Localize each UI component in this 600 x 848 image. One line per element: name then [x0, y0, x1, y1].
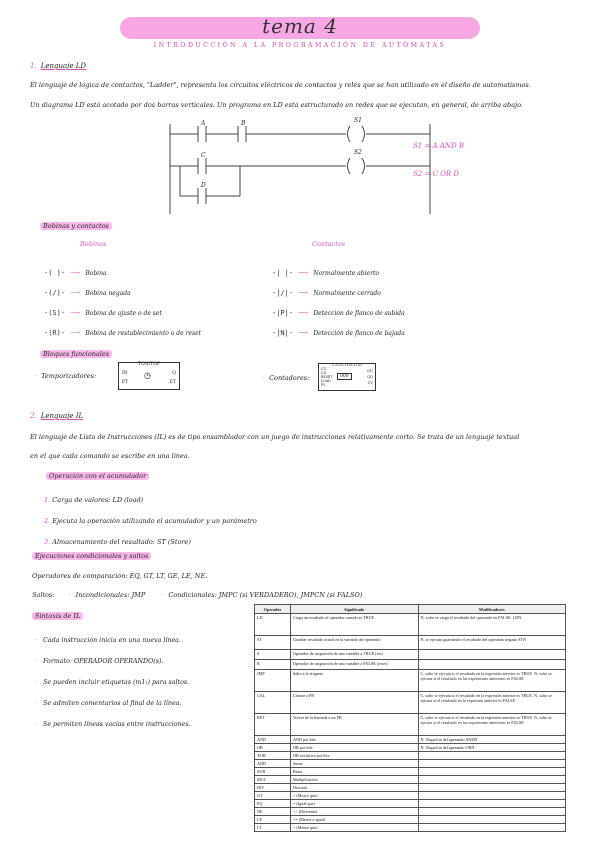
table-cell: C, salto se ejecuta si el resultado en la expresión anterior es TRUE. N, salto se ejecuta si el resultado en la expresión anterior es FALSE [418, 692, 566, 714]
arrow-right-icon: ⟶ [70, 269, 81, 277]
table-row [255, 776, 566, 784]
list-item: -| |- ⟶ Normalmente abierto [272, 269, 379, 277]
ton-tof-block: TON/TOF IN PT Q ET ◷ [118, 362, 180, 390]
il-operators-table-wrapper [254, 604, 566, 832]
contact-b-label: B [241, 120, 246, 127]
table-cell [418, 776, 566, 784]
table-cell: Resta [290, 768, 418, 776]
table-row [255, 614, 566, 636]
table-row [255, 760, 566, 768]
table-cell: Volver de la llamada a un FB [290, 714, 418, 736]
list-item: -|P|- ⟶ Detección de flanco de subida [272, 309, 405, 317]
table-row [255, 816, 566, 824]
table-cell: Suma [290, 760, 418, 768]
table-cell: N, se ejecuta guardando el resultado del operando negado STN [418, 636, 566, 650]
table-cell: AND por bits [290, 736, 418, 744]
column-header: Modificadores [418, 605, 566, 614]
table-cell: SUB [255, 768, 291, 776]
temporizadores-label: · Temporizadores: [34, 372, 97, 380]
page-subtitle: INTRODUCCIÓN A LA PROGRAMACIÓN DE AUTÓMATAS [153, 42, 447, 49]
table-cell: N, valor se carga el resultado del operando en FALSE. LDN [418, 614, 566, 636]
table-row [255, 768, 566, 776]
contactos-list [272, 260, 405, 340]
table-cell [418, 824, 566, 832]
table-cell: DIV [255, 784, 291, 792]
sintaxis-heading: Sintaxis de IL [32, 612, 83, 620]
arrow-right-icon: ⟶ [298, 289, 309, 297]
table-cell [418, 784, 566, 792]
table-cell [418, 752, 566, 760]
coil-s2-label: S2 [354, 149, 362, 156]
il-operators-table [254, 604, 566, 832]
list-item: · Formato: OPERADOR OPERANDO(s). [36, 658, 164, 665]
arrow-right-icon: ⟶ [298, 309, 309, 317]
list-item: 1. Carga de valores: LD (load) [44, 496, 144, 504]
list-item: 2. Ejecuta la operación utilizando el acumulador y un parámetro [44, 517, 257, 525]
table-cell: JMP [255, 670, 291, 692]
table-row [255, 660, 566, 670]
counter-display: 000 [337, 373, 352, 380]
ctu-ctd-block: CTU/CTD/CTUD CU CD RESET LOAD PV 000 QU QD CV [318, 363, 376, 391]
column-header: Significado [290, 605, 418, 614]
table-cell [418, 760, 566, 768]
table-cell: Carga un resultado al operador cuando es TRUE [290, 614, 418, 636]
table-row [255, 824, 566, 832]
contadores-label: · Contadores: [262, 374, 310, 382]
table-row [255, 792, 566, 800]
table-cell: = (Igual que) [290, 800, 418, 808]
arrow-right-icon: ⟶ [298, 329, 309, 337]
table-row [255, 650, 566, 660]
table-cell [418, 768, 566, 776]
table-cell: Salto a la etiqueta [290, 670, 418, 692]
contact-c-label: C [201, 152, 206, 159]
table-cell: N, Negación del operando ORN [418, 744, 566, 752]
table-cell: Llamar a FB [290, 692, 418, 714]
table-cell: C, salto se ejecuta si el resultado en la expresión anterior es TRUE. N, salto se ejecuta si el resultado en las expresiones anteriores es FALSE [418, 714, 566, 736]
table-cell [418, 650, 566, 660]
section-2-paragraph-1: El lenguaje de Lista de Instrucciones (IL) es de tipo ensamblador con un juego de instrucciones relativamente corto. Se trata de un lenguaje textual [30, 433, 520, 441]
list-item: 3. Almacenamiento del resultado: ST (Store) [44, 538, 191, 546]
ladder-diagram [150, 114, 450, 220]
section-1-paragraph-2: Un diagrama LD está acotado por dos barras verticales. Un programa en LD está estructurado en redes que se ejecutan, en general, de arriba abajo. [30, 101, 523, 109]
list-item: · Se pueden incluir etiquetas (m1:) para saltos. [36, 679, 190, 686]
table-header-row [255, 605, 566, 614]
table-cell: C, salto se ejecuta si el resultado en la expresión anterior es TRUE. N, salto se ejecuta si el resultado en las expresiones anteriores es FALSE [418, 670, 566, 692]
list-item: · Se permiten líneas vacías entre instrucciones. [36, 721, 191, 728]
list-item: -|/|- ⟶ Normalmente cerrado [272, 289, 381, 297]
table-row [255, 636, 566, 650]
bobinas-list [44, 260, 201, 340]
table-cell: GT [255, 792, 291, 800]
arrow-right-icon: ⟶ [70, 309, 81, 317]
table-cell: LD [255, 614, 291, 636]
section-2-paragraph-2: en el que cada comando se escribe en una línea. [30, 452, 190, 460]
acumulador-heading: Operación con el acumulador [46, 472, 149, 480]
table-cell: RET [255, 714, 291, 736]
sintaxis-list [36, 630, 246, 735]
arrow-right-icon: ⟶ [70, 329, 81, 337]
table-cell: EQ [255, 800, 291, 808]
table-cell: LT [255, 824, 291, 832]
table-cell [418, 816, 566, 824]
table-cell: < (Menor que) [290, 824, 418, 832]
table-cell: MUL [255, 776, 291, 784]
table-cell: <= (Menor o igual) [290, 816, 418, 824]
table-cell: XOR [255, 752, 291, 760]
table-cell: OR exclusiva por bits [290, 752, 418, 760]
section-1-heading [30, 62, 86, 70]
table-cell: Operador de asignación de una variable a TRUE (set) [290, 650, 418, 660]
list-item: · Cada instrucción inicia en una nueva línea. [36, 637, 181, 644]
list-item: -(S)- ⟶ Bobina de ajuste o de set [44, 309, 162, 317]
comparacion-text: Operadores de comparación: EQ, GT, LT, GE, LE, NE. [32, 572, 208, 580]
table-cell [418, 808, 566, 816]
table-cell [418, 800, 566, 808]
table-cell: Guardar resultado actual en la variable del operando [290, 636, 418, 650]
section-2-heading: 2. Lenguaje IL [30, 412, 84, 420]
saltos-line: Saltos: · Incondicionales: JMP · Condicionales: JMPC (si VERDADERO), JMPCN (si FALSO) [32, 591, 363, 599]
table-cell: ST [255, 636, 291, 650]
table-row [255, 752, 566, 760]
table-cell: OR por bits [290, 744, 418, 752]
bobinas-contactos-heading: Bobinas y contactos [40, 222, 112, 230]
condicionales-heading: Ejecuciones condicionales y saltos [32, 552, 151, 560]
acumulador-steps [44, 490, 374, 553]
contact-d-label: D [201, 182, 206, 189]
table-row [255, 800, 566, 808]
table-row [255, 714, 566, 736]
coil-s1-label: S1 [354, 117, 362, 124]
page-title: tema 4 [262, 14, 338, 38]
table-cell: LE [255, 816, 291, 824]
table-cell: Multiplicación [290, 776, 418, 784]
table-cell: OR [255, 744, 291, 752]
table-cell: R [255, 660, 291, 670]
arrow-right-icon: ⟶ [298, 269, 309, 277]
section-1-paragraph-1: El lenguaje de lógica de contactos, "Ladder", representa los circuitos eléctricos de contactos y relés que se han utilizado en el diseño de automatismos. [30, 81, 531, 89]
equation-s2: S2 = C OR D [413, 170, 459, 178]
table-cell: NE [255, 808, 291, 816]
table-row [255, 692, 566, 714]
table-cell: N, Negación del operando ANDN [418, 736, 566, 744]
table-cell [418, 792, 566, 800]
table-row [255, 736, 566, 744]
table-row [255, 808, 566, 816]
list-item: -|N|- ⟶ Detección de flanco de bajada [272, 329, 405, 337]
list-item: -(/)- ⟶ Bobina negada [44, 289, 131, 297]
table-cell: Operador de asignación de una variable a FALSE (reset) [290, 660, 418, 670]
table-cell: > (Mayor que) [290, 792, 418, 800]
section-title: Lenguaje LD [40, 62, 86, 70]
table-cell: División [290, 784, 418, 792]
contact-a-label: A [201, 120, 206, 127]
arrow-right-icon: ⟶ [70, 289, 81, 297]
table-cell: ADD [255, 760, 291, 768]
table-cell: AND [255, 736, 291, 744]
column-header: Operador [255, 605, 291, 614]
table-cell [418, 660, 566, 670]
contactos-title: Contactos [312, 240, 346, 248]
table-row [255, 744, 566, 752]
bloques-heading: Bloques funcionales [40, 350, 112, 358]
table-cell: CAL [255, 692, 291, 714]
table-cell: S [255, 650, 291, 660]
table-cell: <> (Diferente) [290, 808, 418, 816]
equation-s1: S1 = A AND B [413, 142, 465, 150]
list-item: · Se admiten comentarios al final de la línea. [36, 700, 182, 707]
clock-icon: ◷ [144, 371, 151, 380]
bobinas-title: Bobinas [80, 240, 107, 248]
list-item: -( )- ⟶ Bobina [44, 269, 107, 277]
table-row [255, 784, 566, 792]
list-item: -(R)- ⟶ Bobina de restablecimiento o de reset [44, 329, 202, 337]
table-row [255, 670, 566, 692]
section-number: 1. [30, 62, 37, 70]
